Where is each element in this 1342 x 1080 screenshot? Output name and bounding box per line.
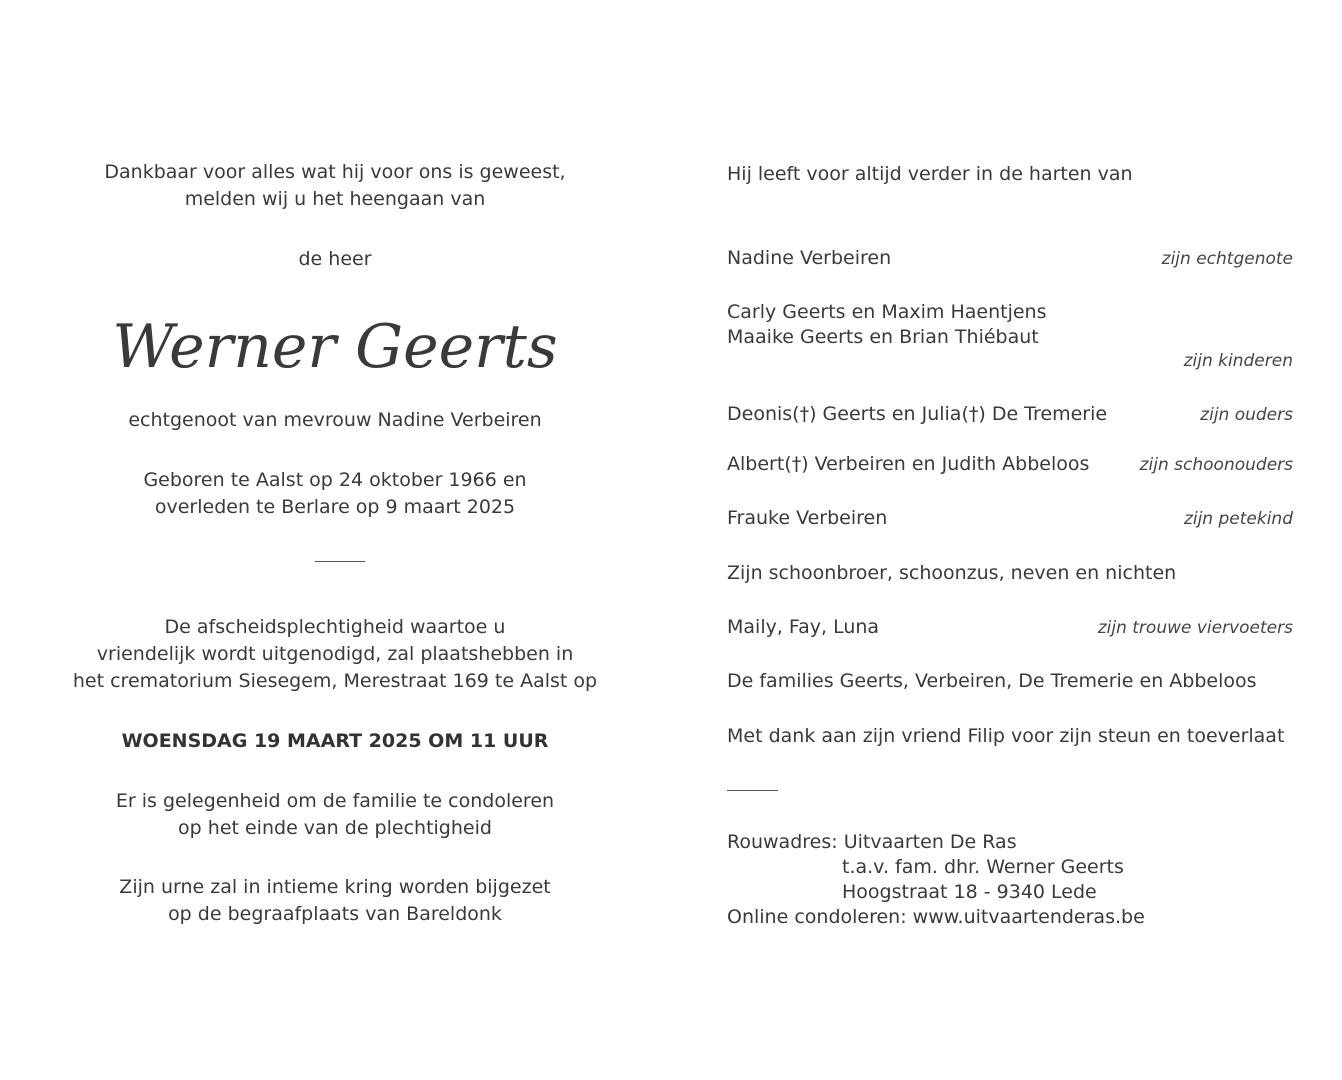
condolence-line-1: Er is gelegenheid om de familie te condoleren (115, 790, 555, 812)
pets-name: Maily, Fay, Luna (727, 616, 880, 638)
spouse-name: Nadine Verbeiren (727, 247, 892, 269)
address-block (727, 830, 1145, 930)
divider (315, 561, 365, 562)
parents-relation: zijn ouders (1200, 405, 1293, 425)
intro-line-2: melden wij u het heengaan van (184, 188, 486, 210)
ceremony-date: WOENSDAG 19 MAART 2025 OM 11 UUR (121, 730, 549, 752)
spouse-relation: zijn echtgenote (1161, 249, 1293, 269)
siblings-line: Zijn schoonbroer, schoonzus, neven en nichten (727, 562, 1177, 584)
address-line-2: t.a.v. fam. dhr. Werner Geerts (842, 856, 1124, 878)
deceased-name: Werner Geerts (112, 312, 558, 382)
children-line-2: Maaike Geerts en Brian Thiébaut (727, 326, 1039, 348)
family-intro: Hij leeft voor altijd verder in de harten van (727, 163, 1133, 185)
condolence-line-2: op het einde van de plechtigheid (178, 817, 492, 839)
address-line-1: Uitvaarten De Ras (843, 831, 1017, 853)
urn-line-2: op de begraafplaats van Bareldonk (168, 903, 502, 925)
urn-line-1: Zijn urne zal in intieme kring worden bijgezet (119, 876, 551, 898)
intro-line-1: Dankbaar voor alles wat hij voor ons is geweest, (104, 161, 566, 183)
families-line: De families Geerts, Verbeiren, De Tremerie en Abbeloos (727, 670, 1257, 692)
honorific: de heer (298, 248, 372, 270)
spouse-line: echtgenoot van mevrouw Nadine Verbeiren (128, 409, 542, 431)
ceremony-line-2: vriendelijk wordt uitgenodigd, zal plaatshebben in (96, 643, 574, 665)
children-line-1: Carly Geerts en Maxim Haentjens (727, 301, 1047, 323)
died-line: overleden te Berlare op 9 maart 2025 (154, 496, 516, 518)
inlaws-relation: zijn schoonouders (1139, 455, 1293, 475)
godchild-relation: zijn petekind (1183, 509, 1293, 529)
born-line: Geboren te Aalst op 24 oktober 1966 en (143, 469, 527, 491)
godchild-name: Frauke Verbeiren (727, 507, 888, 529)
children-relation: zijn kinderen (1183, 351, 1293, 371)
address-line-3: Hoogstraat 18 - 9340 Lede (842, 881, 1097, 903)
pets-relation: zijn trouwe viervoeters (1097, 618, 1293, 638)
ceremony-line-3: het crematorium Siesegem, Merestraat 169 te Aalst op (72, 670, 598, 692)
address-label: Rouwadres: (727, 831, 838, 853)
inlaws-name: Albert(†) Verbeiren en Judith Abbeloos (727, 453, 1090, 475)
online-condolence-link[interactable]: Online condoleren: www.uitvaartenderas.be (727, 906, 1145, 928)
parents-name: Deonis(†) Geerts en Julia(†) De Tremerie (727, 403, 1108, 425)
thanks-line: Met dank aan zijn vriend Filip voor zijn steun en toeverlaat (727, 725, 1285, 747)
ceremony-line-1: De afscheidsplechtigheid waartoe u (164, 616, 506, 638)
divider-right (727, 790, 778, 791)
